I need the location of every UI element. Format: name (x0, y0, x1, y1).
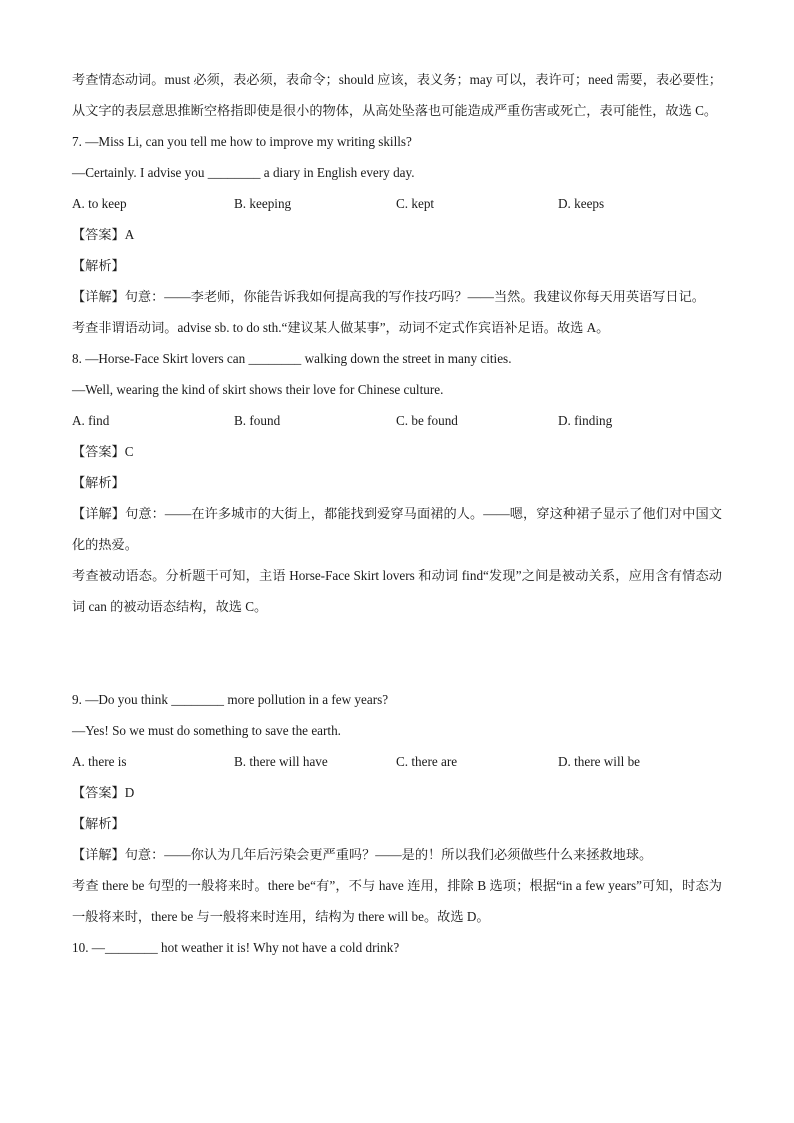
blank-space (72, 622, 722, 684)
analysis-label: 【解析】 (72, 258, 125, 273)
question-reply: —Yes! So we must do something to save the earth. (72, 723, 341, 738)
question-block (72, 126, 722, 343)
analysis-label: 【解析】 (72, 475, 125, 490)
question-reply: —Well, wearing the kind of skirt shows their love for Chinese culture. (72, 382, 444, 397)
detail-text: 【详解】句意：——你认为几年后污染会更严重吗？——是的！所以我们必须做些什么来拯救地球。 (72, 847, 653, 862)
answer-line: 【答案】D (72, 785, 135, 800)
option-d: D. finding (558, 413, 613, 428)
question-stem: 9. —Do you think ________ more pollution in a few years? (72, 692, 389, 707)
option-c: C. there are (396, 754, 458, 769)
explanation-text: 考查 there be 句型的一般将来时。there be“有”，不与 have 连用，排除 B 选项；根据“in a few years”可知，时态为一般将来时，there be 与一般将来时连用，结构为 there will be。故选 D。 (72, 878, 722, 924)
option-a: A. there is (72, 754, 127, 769)
question-stem: 7. —Miss Li, can you tell me how to improve my writing skills? (72, 134, 412, 149)
detail-text: 【详解】句意：——李老师，你能告诉我如何提高我的写作技巧吗？——当然。我建议你每天用英语写日记。 (72, 289, 705, 304)
options-row (72, 746, 722, 777)
intro-analysis: 考查情态动词。must 必须，表必须，表命令；should 应该，表义务；may 可以，表许可；need 需要，表必要性；从文字的表层意思推断空格指即使是很小的物体，从高处坠落也可能造成严重伤害或死亡，表可能性，故选 C。 (72, 72, 722, 118)
option-c: C. be found (396, 413, 458, 428)
analysis-label: 【解析】 (72, 816, 125, 831)
option-c: C. kept (396, 196, 435, 211)
question-stem: 8. —Horse-Face Skirt lovers can ________ walking down the street in many cities. (72, 351, 512, 366)
explanation-text: 考查被动语态。分析题干可知，主语 Horse-Face Skirt lovers 和动词 find“发现”之间是被动关系，应用含有情态动词 can 的被动语态结构，故选 C。 (72, 568, 722, 614)
option-a: A. find (72, 413, 110, 428)
answer-line: 【答案】C (72, 444, 134, 459)
document-page (72, 64, 722, 963)
option-d: D. keeps (558, 196, 605, 211)
question-block (72, 684, 722, 932)
question-stem: 10. —________ hot weather it is! Why not have a cold drink? (72, 940, 400, 955)
options-row (72, 188, 722, 219)
question-block (72, 343, 722, 622)
answer-line: 【答案】A (72, 227, 135, 242)
question-reply: —Certainly. I advise you ________ a diary in English every day. (72, 165, 415, 180)
option-d: D. there will be (558, 754, 641, 769)
option-b: B. keeping (234, 196, 292, 211)
options-row (72, 405, 722, 436)
option-b: B. found (234, 413, 281, 428)
option-b: B. there will have (234, 754, 328, 769)
detail-text: 【详解】句意：——在许多城市的大街上，都能找到爱穿马面裙的人。——嗯，穿这种裙子显示了他们对中国文化的热爱。 (72, 506, 722, 552)
option-a: A. to keep (72, 196, 127, 211)
explanation-text: 考查非谓语动词。advise sb. to do sth.“建议某人做某事”，动词不定式作宾语补足语。故选 A。 (72, 320, 610, 335)
